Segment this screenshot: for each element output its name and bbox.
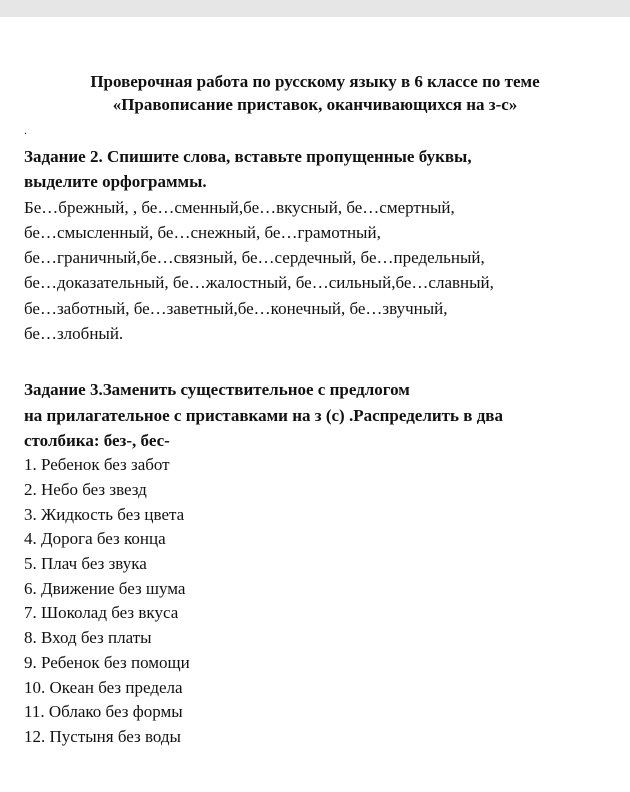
title-line-1: Проверочная работа по русскому языку в 6 классе по теме — [90, 72, 540, 91]
task-3-heading-line: на прилагательное с приставками на з (с) .Распределить в два — [24, 405, 503, 425]
list-item: 7. Шоколад без вкуса — [24, 603, 179, 623]
task-3-list — [24, 453, 624, 749]
task-2-word-line: бе…злобный. — [24, 324, 124, 344]
title-line-2: «Правописание приставок, оканчивающихся на з-с» — [112, 95, 518, 114]
task-2-heading-line: выделите орфограммы. — [24, 172, 207, 192]
task-3-section — [24, 377, 624, 749]
task-3-heading — [24, 377, 624, 453]
task-2-word-line: бе…смысленный, бе…снежный, бе…грамотный, — [24, 222, 381, 242]
list-item: 3. Жидкость без цвета — [24, 504, 185, 524]
task-2-section — [24, 144, 624, 346]
task-2-heading-line: Задание 2. Спишите слова, вставьте пропущенные буквы, — [24, 147, 472, 166]
task-2-heading — [24, 144, 624, 195]
list-item: 12. Пустыня без воды — [24, 727, 181, 746]
task-3-heading-line: Задание 3.Заменить существительное с предлогом — [24, 380, 410, 400]
list-item: 6. Движение без шума — [24, 578, 186, 598]
list-item: 10. Океан без предела — [24, 677, 183, 697]
task-2-word-line: бе…заботный, бе…заветный,бе…конечный, бе…звучный, — [24, 298, 448, 318]
task-2-word-line: Бе…брежный, , бе…сменный,бе…вкусный, бе…смертный, — [24, 197, 455, 217]
section-spacer — [24, 346, 624, 371]
task-3-heading-line: столбика: без-, бес- — [24, 430, 170, 450]
list-item: 5. Плач без звука — [24, 554, 147, 574]
document-body — [24, 144, 624, 750]
page-title — [0, 70, 630, 116]
list-item: 4. Дорога без конца — [24, 529, 166, 549]
task-2-word-line: бе…доказательный, бе…жалостный, бе…сильный,бе…славный, — [24, 273, 494, 293]
list-item: 2. Небо без звезд — [24, 479, 147, 499]
list-item: 11. Облако без формы — [24, 702, 183, 722]
list-item: 8. Вход без платы — [24, 628, 152, 648]
stray-dot: . — [24, 123, 27, 137]
top-toolbar-strip — [0, 0, 630, 17]
list-item: 1. Ребенок без забот — [24, 455, 170, 475]
task-2-words — [24, 195, 624, 347]
list-item: 9. Ребенок без помощи — [24, 652, 190, 672]
task-2-word-line: бе…граничный,бе…связный, бе…сердечный, бе…предельный, — [24, 248, 485, 268]
